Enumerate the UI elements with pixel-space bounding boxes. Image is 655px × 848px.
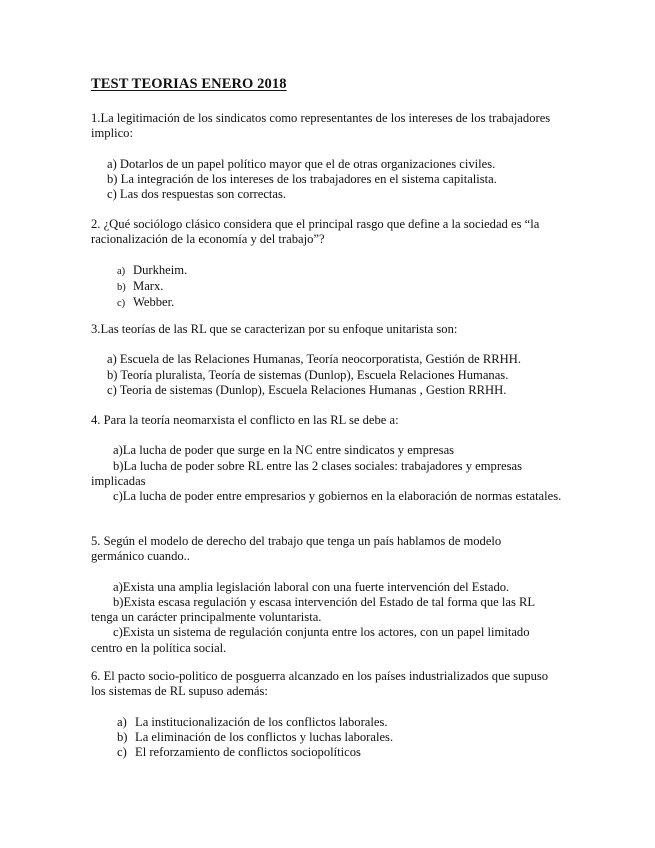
option-text: Webber.	[133, 295, 175, 310]
answer-option: b)La lucha de poder sobre RL entre las 2 clases sociales: trabajadores y empresas implicadas	[91, 458, 523, 488]
question-4	[91, 413, 563, 504]
answer-option: c)La lucha de poder entre empresarios y gobiernos en la elaboración de normas estatales.	[113, 489, 562, 504]
answer-option	[91, 745, 561, 760]
question-stem: 5. Según el modelo de derecho del trabajo que tenga un país hablamos de modelo germánico cuando..	[91, 534, 502, 564]
answer-option: a)Exista una amplia legislación laboral con una fuerte intervención del Estado.	[113, 579, 510, 594]
answer-option: b) Teoría pluralista, Teoría de sistemas (Dunlop), Escuela Relaciones Humanas.	[107, 367, 509, 382]
option-letter: b)	[117, 281, 126, 293]
answer-option	[91, 263, 561, 279]
answer-option: c) Teoria de sistemas (Dunlop), Escuela Relaciones Humanas , Gestion RRHH.	[107, 382, 507, 397]
answer-option	[91, 730, 561, 745]
question-stem: 2. ¿Qué sociólogo clásico considera que el principal rasgo que define a la sociedad es “la racionalización de la economía y del trabajo”?	[91, 217, 540, 247]
answer-option	[91, 295, 561, 311]
option-letter: a)	[117, 714, 127, 729]
document-title: TEST TEORIAS ENERO 2018	[91, 76, 287, 92]
option-letter: a)	[117, 265, 126, 277]
question-1	[91, 111, 561, 202]
answer-option: a) Escuela de las Relaciones Humanas, Teoría neocorporatista, Gestión de RRHH.	[107, 352, 522, 367]
answer-option: a)La lucha de poder que surge en la NC entre sindicatos y empresas	[113, 443, 455, 458]
question-3	[91, 322, 571, 398]
option-letter: b)	[117, 729, 128, 744]
answer-option: b)Exista escasa regulación y escasa intervención del Estado de tal forma que las RL tenga un carácter principalmente voluntarista.	[91, 594, 535, 625]
option-letter: c)	[117, 298, 126, 310]
answer-option: c) Las dos respuestas son correctas.	[107, 187, 287, 202]
question-2	[91, 217, 561, 311]
answer-option: b) La integración de los intereses de los trabajadores en el sistema capitalista.	[107, 171, 497, 186]
question-5	[91, 534, 557, 656]
option-text: La eliminación de los conflictos y luchas laborales.	[135, 729, 394, 744]
option-text: Durkheim.	[133, 262, 188, 277]
question-stem: 3.Las teorías de las RL que se caracterizan por su enfoque unitarista son:	[91, 322, 458, 336]
option-text: El reforzamiento de conflictos sociopolíticos	[135, 745, 361, 760]
question-stem: 6. El pacto socio-politico de posguerra alcanzado en los países industrializados que supuso los sistemas de RL supuso además:	[91, 669, 549, 699]
answer-option: c)Exista un sistema de regulación conjunta entre los actores, con un papel limitado centro en la política social.	[91, 625, 530, 655]
question-stem: 1.La legitimación de los sindicatos como representantes de los intereses de los trabajadores implico:	[91, 111, 551, 141]
question-6	[91, 669, 561, 760]
question-stem: 4. Para la teoría neomarxista el conflicto en las RL se debe a:	[91, 413, 399, 427]
option-letter: c)	[117, 745, 127, 760]
option-text: La institucionalización de los conflictos laborales.	[135, 714, 388, 729]
option-text: Marx.	[133, 278, 164, 293]
answer-option: a) Dotarlos de un papel político mayor que el de otras organizaciones civiles.	[107, 156, 496, 171]
answer-option	[91, 715, 561, 730]
answer-option	[91, 279, 561, 295]
